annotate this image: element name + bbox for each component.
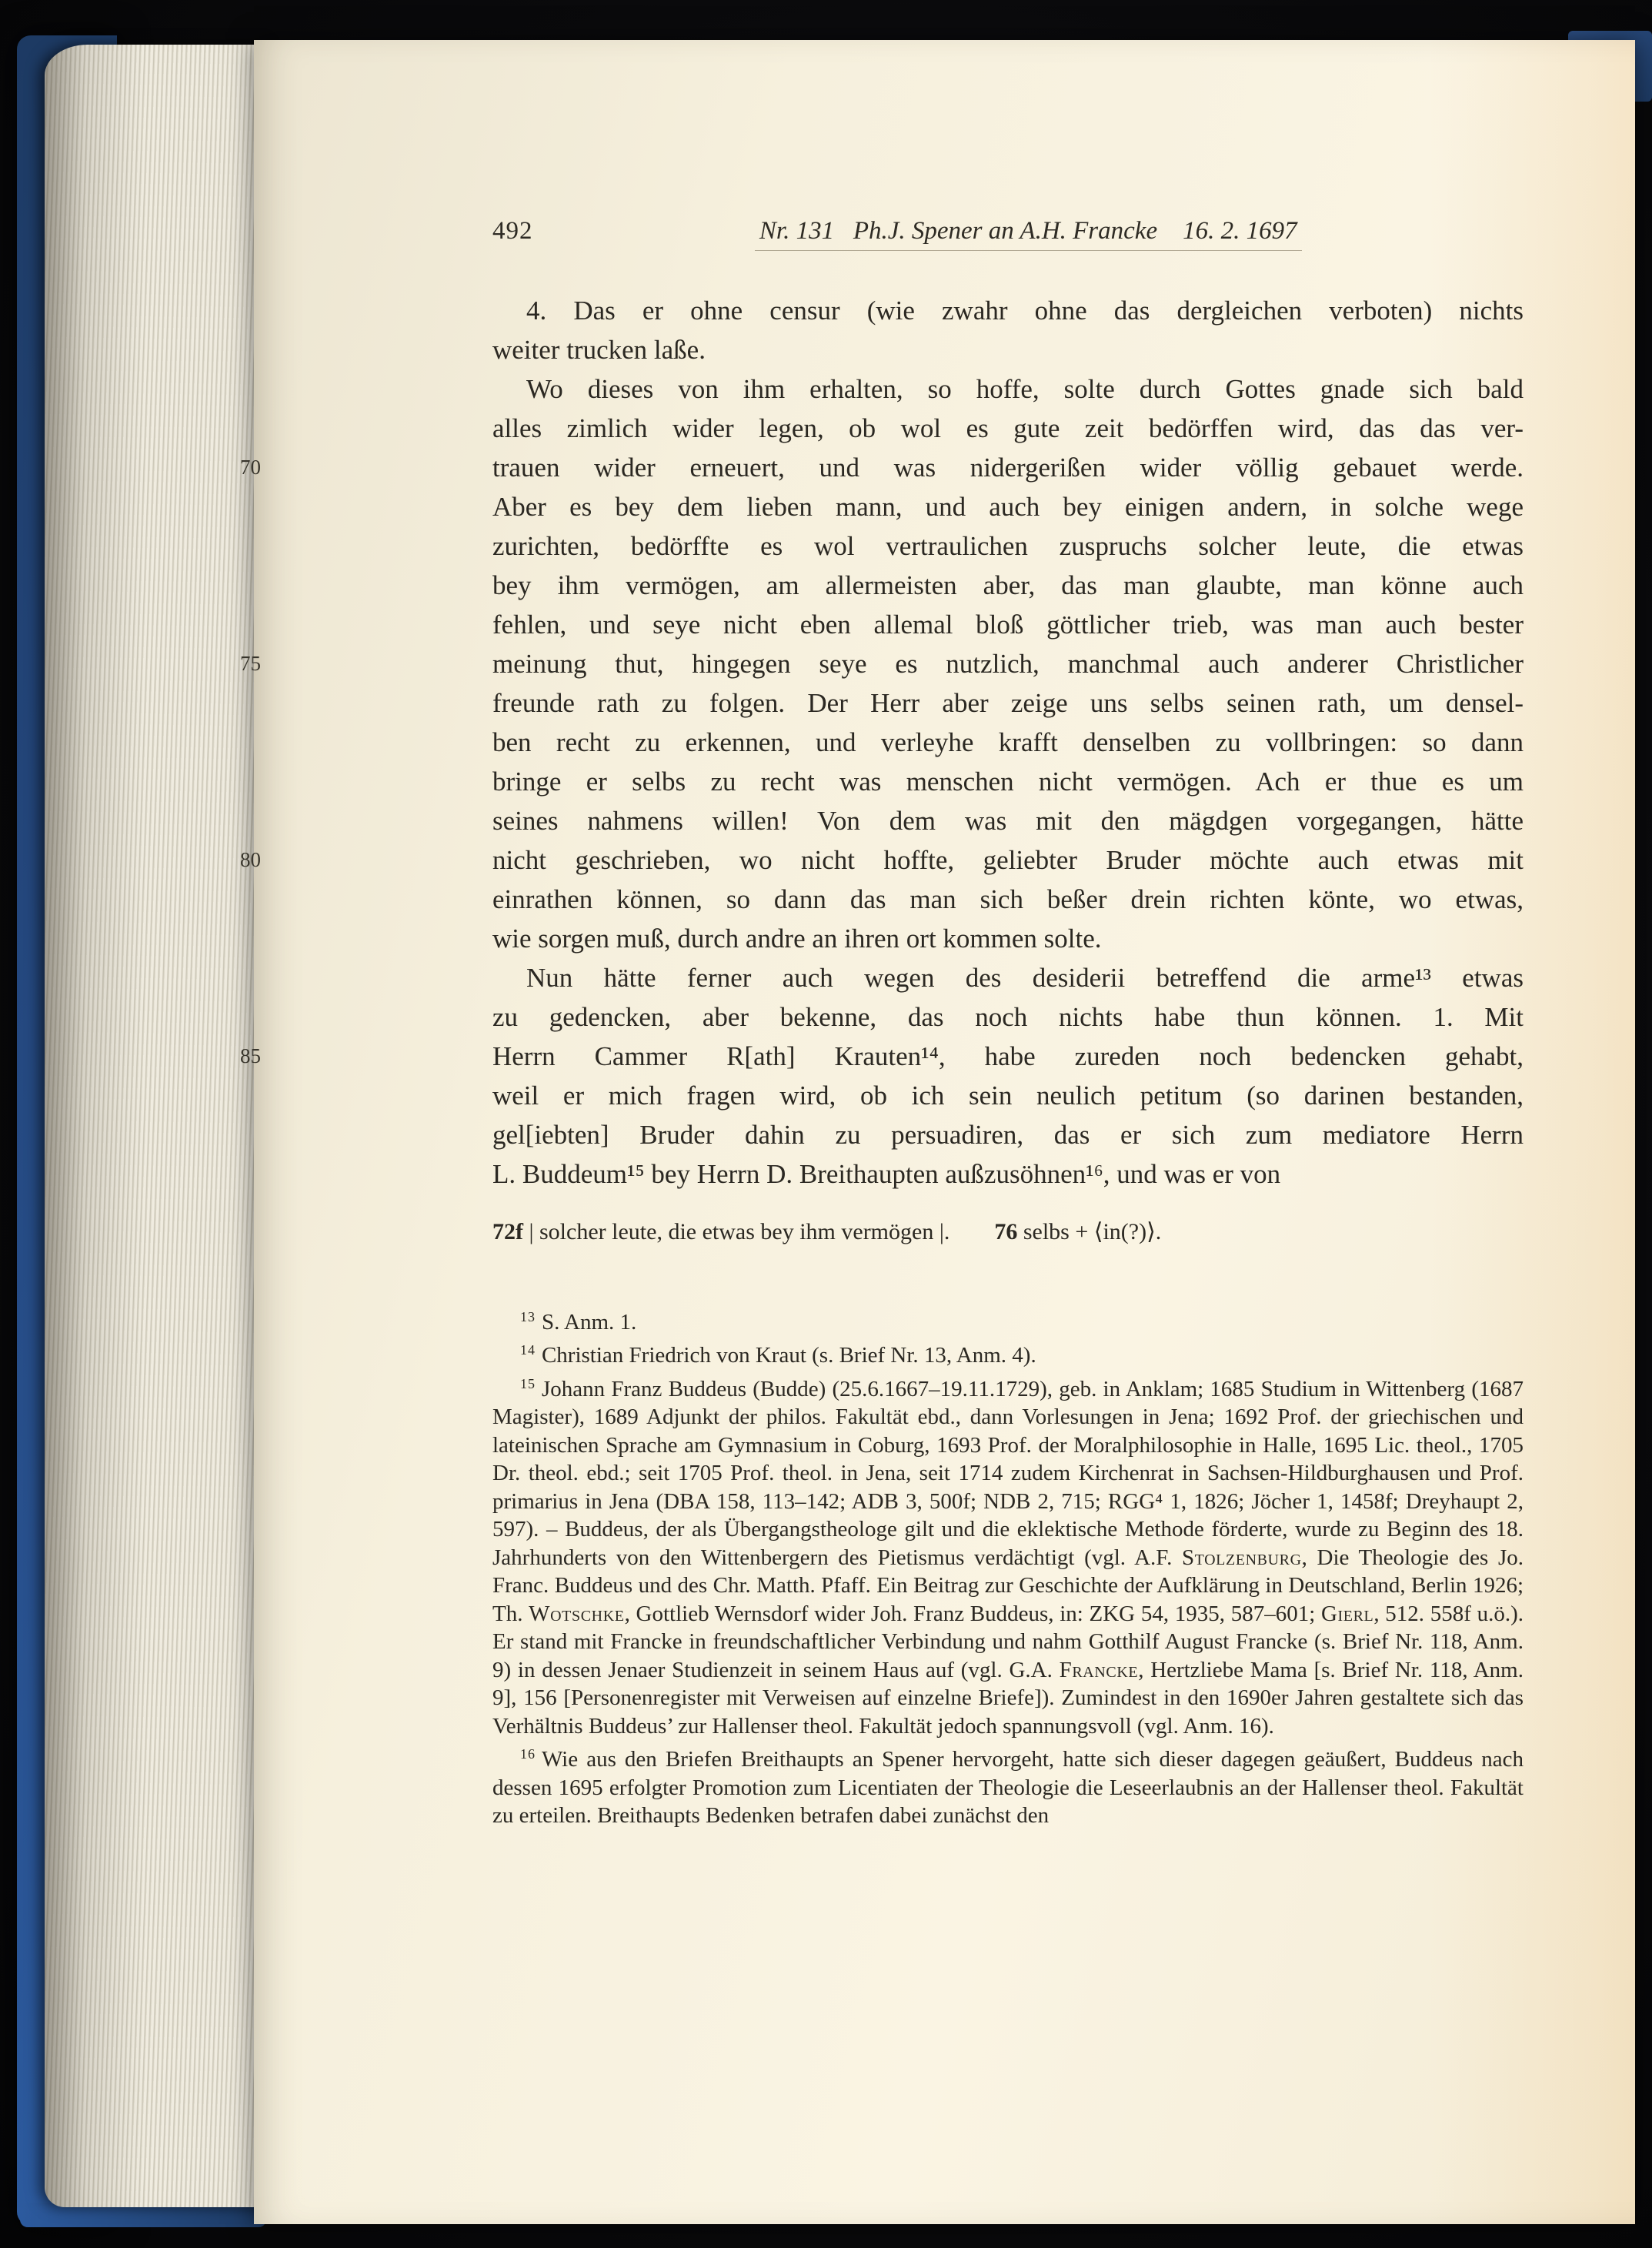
body-line-text: Aber es bey dem lieben mann, und auch bey einigen andern, in solche wege [492,492,1524,522]
body-line [492,566,1524,605]
body-line-text: Nun hätte ferner auch wegen des desiderii betreffend die arme¹³ etwas [526,963,1524,993]
page-fore-edge-stack [45,45,269,2207]
book-page [240,40,1635,2224]
footnote [492,1303,1524,1336]
body-line-text: einrathen können, so dann das man sich beßer drein richten könte, wo etwas, [492,884,1524,914]
body-line [240,448,1524,487]
footnote-text: , Gottlieb Wernsdorf wider Joh. Franz Buddeus, in: ZKG 54, 1935, 587–601; [624,1601,1321,1626]
footnote-smallcaps-name: Gierl [1320,1601,1374,1626]
footnote-marker: 16 [520,1746,536,1762]
footnotes [492,1303,1524,1830]
footnote-text: Christian Friedrich von Kraut (s. Brief Nr. 13, Anm. 4). [541,1343,1036,1368]
footnote [492,1370,1524,1740]
body-line [240,644,1524,683]
apparatus-text: | solcher leute, die etwas bey ihm vermögen |. [523,1219,950,1244]
body-line-text: zurichten, bedörffte es wol vertraulichen zuspruchs solcher leute, die etwas [492,531,1524,561]
body-lines [240,291,1524,1194]
body-line-text: alles zimlich wider legen, ob wol es gute zeit bedörffen wird, das das ver- [492,413,1524,443]
body-line [492,958,1524,997]
page-content [240,40,1524,1830]
body-line-text: L. Buddeum¹⁵ bey Herrn D. Breithaupten außzusöhnen¹⁶, und was er von [492,1159,1281,1189]
body-line [492,723,1524,762]
body-line-text: weiter trucken laße. [492,335,706,365]
body-line [492,801,1524,840]
body-line [492,526,1524,566]
footnote [492,1336,1524,1369]
footnote-text: , 512. 558f u.ö.). Er stand mit Francke in freundschaftlicher Verbindung und nahm Gotthilf August Francke (s. Brief Nr. 118, Anm. 9) in dessen Jenaer Studienzeit in seinem Haus auf (vgl. G.A. [492,1601,1524,1682]
footnote-text: S. Anm. 1. [541,1309,637,1334]
apparatus-line-ref: 72f [492,1219,523,1244]
footnote-smallcaps-name: Francke [1059,1657,1139,1682]
body-line-text: nicht geschrieben, wo nicht hoffte, geliebter Bruder möchte auch etwas mit [492,845,1524,875]
body-line [492,683,1524,723]
body-line [240,840,1524,880]
body-line-text: 4. Das er ohne censur (wie zwahr ohne das dergleichen verboten) nichts [526,296,1524,326]
page-number: 492 [492,217,533,245]
body-line-text: gel[iebten] Bruder dahin zu persuadiren, das er sich zum mediatore Herrn [492,1120,1524,1150]
footnote-marker: 14 [520,1342,536,1358]
body-line-text: bey ihm vermögen, am allermeisten aber, das man glaubte, man könne auch [492,570,1524,600]
body-line-text: seines nahmens willen! Von dem was mit den mägdgen vorgegangen, hätte [492,806,1524,836]
footnote-marker: 13 [520,1309,536,1324]
running-title-wrap [533,215,1524,251]
body-line [492,487,1524,526]
body-line-text: fehlen, und seye nicht eben allemal bloß göttlicher trieb, was man auch bester [492,610,1524,640]
line-number: 70 [240,456,261,479]
body-line [492,1154,1524,1194]
page-header [492,215,1524,251]
body-line-text: meinung thut, hingegen seye es nutzlich, manchmal auch anderer Christlicher [492,649,1524,679]
footnote-marker: 15 [520,1375,536,1391]
line-number: 85 [240,1044,261,1067]
apparatus-text: selbs + ⟨in(?)⟩. [1017,1219,1162,1244]
footnote-text: , Hertzliebe Mama [s. Brief Nr. 118, Anm. 9], 156 [Personenregister mit Verweisen auf einzelne Briefe]). Zumindest in den 1690er Jahren gestaltete sich das Verhältnis Buddeus’ zur Hallenser theol. Fakultät jedoch spannungsvoll (vgl. Anm. 16). [492,1657,1524,1739]
body-line [240,1037,1524,1076]
apparatus-line-ref: 76 [994,1219,1018,1244]
body-line [492,605,1524,644]
body-line [492,1076,1524,1115]
body-line-text: Herrn Cammer R[ath] Krauten¹⁴, habe zureden noch bedencken gehabt, [492,1041,1524,1071]
body-line [492,369,1524,409]
footnote-smallcaps-name: Stolzenburg [1181,1545,1302,1570]
body-line-text: bringe er selbs zu recht was menschen nicht vermögen. Ach er thue es um [492,767,1524,797]
body-line [492,880,1524,919]
body-line-text: wie sorgen muß, durch andre an ihren ort kommen solte. [492,924,1102,954]
apparatus-entry [492,1219,949,1244]
body-line [492,762,1524,801]
footnote-text: , Die Theologie des Jo. Franc. Buddeus und des Chr. Matth. Pfaff. Ein Beitrag zur Geschichte der Aufklärung in Deutschland, Berlin 1926; Th. [492,1545,1524,1626]
body-line [492,997,1524,1037]
line-number: 75 [240,652,261,675]
apparatus-entry [994,1219,1161,1244]
body-line [492,1115,1524,1154]
body-line-text: ben recht zu erkennen, und verleyhe krafft denselben zu vollbringen: so dann [492,727,1524,757]
body-line [492,291,1524,330]
body-line [492,409,1524,448]
footnote-text: Johann Franz Buddeus (Budde) (25.6.1667–19.11.1729), geb. in Anklam; 1685 Studium in Wittenberg (1687 Magister), 1689 Adjunkt der philos. Fakultät ebd., dann Vorlesungen in Jena; 1692 Prof. der griechischen und lateinischen Sprache am Gymnasium in Coburg, 1693 Prof. der Moralphilosophie in Halle, 1695 Lic. theol., 1705 Dr. theol. ebd.; seit 1705 Prof. theol. in Jena, seit 1714 zudem Kirchenrat in Sachsen-Hildburghausen und Prof. primarius in Jena (DBA 158, 113–142; ADB 3, 500f; NDB 2, 715; RGG⁴ 1, 1826; Jöcher 1, 1458f; Dreyhaupt 2, 597). – Buddeus, der als Übergangstheologe gilt und die eklektische Methode förderte, wurde zu Beginn des 18. Jahrhunderts von den Wittenbergern des Pietismus verdächtigt (vgl. A.F. [492,1376,1524,1570]
body-line-text: zu gedencken, aber bekenne, das noch nichts habe thun können. 1. Mit [492,1002,1524,1032]
footnote [492,1740,1524,1829]
footnote-smallcaps-name: Wotschke [529,1601,625,1626]
footnote-text: Wie aus den Briefen Breithaupts an Spener hervorgeht, hatte sich dieser dagegen geäußert, Buddeus nach dessen 1695 erfolgter Promotion zum Licentiaten der Theologie die Leseerlaubnis an der Hallenser theol. Fakultät zu erteilen. Breithaupts Bedenken betrafen dabei zunächst den [492,1747,1524,1828]
body-line [492,919,1524,958]
body-line [492,330,1524,369]
body-line-text: weil er mich fragen wird, ob ich sein neulich petitum (so darinen bestanden, [492,1081,1524,1111]
critical-apparatus [492,1217,1524,1248]
body-line-text: trauen wider erneuert, und was nidergerißen wider völlig gebauet werde. [492,453,1524,483]
line-number: 80 [240,848,261,871]
running-title: Nr. 131 Ph.J. Spener an A.H. Francke 16. 2. 1697 [755,215,1302,251]
body-line-text: freunde rath zu folgen. Der Herr aber zeige uns selbs seinen rath, um densel- [492,688,1524,718]
body-line-text: Wo dieses von ihm erhalten, so hoffe, solte durch Gottes gnade sich bald [526,374,1524,404]
